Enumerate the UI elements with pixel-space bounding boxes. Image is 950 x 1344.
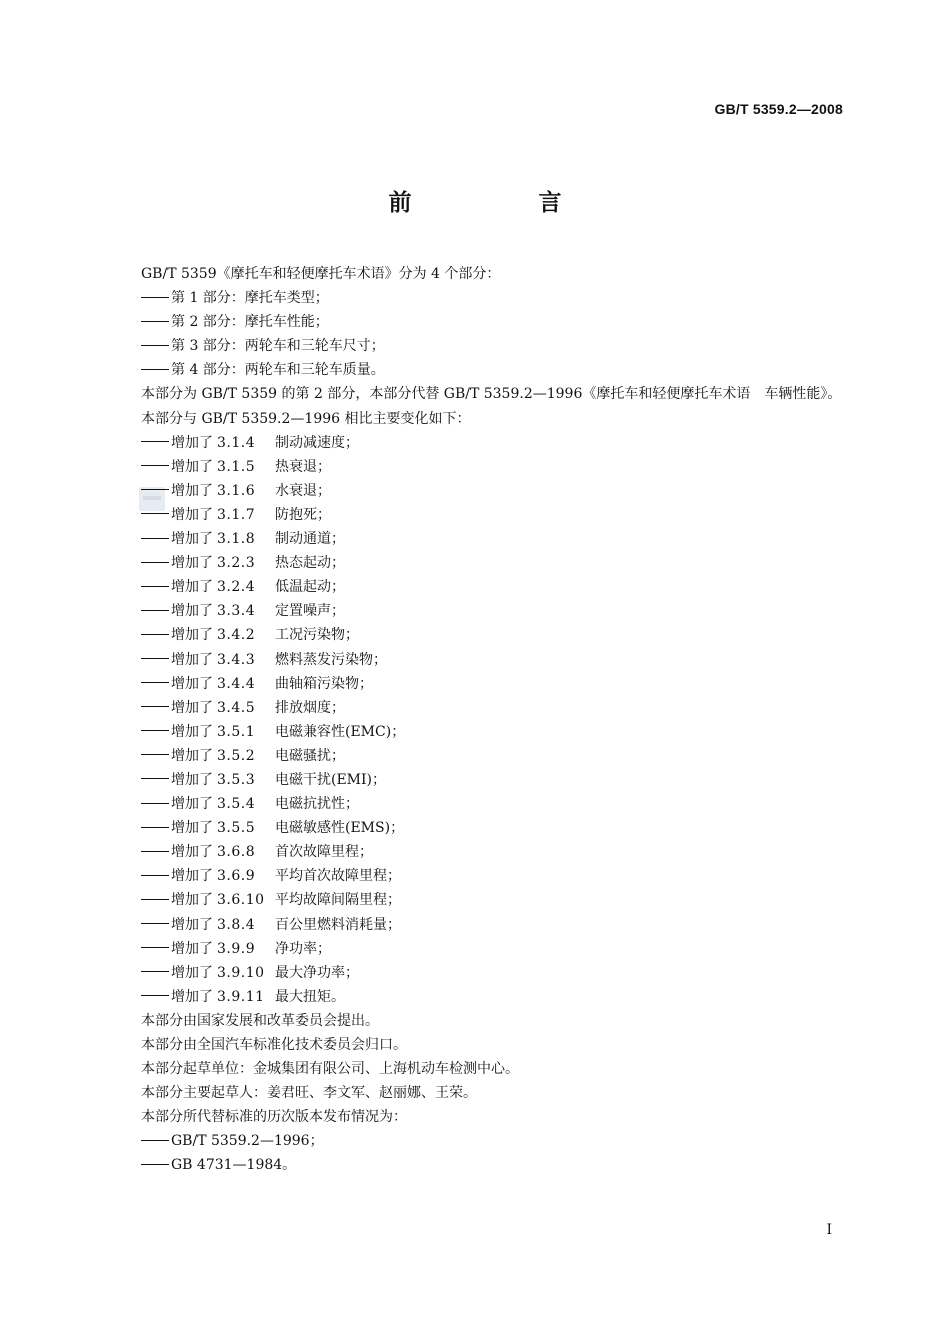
change-item <box>108 479 844 503</box>
term-name: 制动通道； <box>275 531 345 548</box>
clause-number: 3.3.4 <box>217 603 256 620</box>
term-name: 首次故障里程； <box>275 844 373 861</box>
dash-mark <box>141 803 169 804</box>
dash-mark <box>141 441 169 442</box>
dash-mark <box>141 995 169 996</box>
change-prefix: 增加了 <box>171 651 213 668</box>
change-prefix: 增加了 <box>171 940 213 957</box>
term-name: 电磁骚扰； <box>275 747 345 764</box>
change-item <box>108 864 844 888</box>
change-prefix: 增加了 <box>171 603 213 620</box>
change-item <box>108 961 844 985</box>
dash-mark <box>141 899 169 900</box>
change-prefix: 增加了 <box>171 506 213 523</box>
change-item <box>108 985 844 1009</box>
change-prefix: 增加了 <box>171 531 213 548</box>
dash-mark <box>141 345 169 346</box>
term-name: 平均首次故障里程； <box>275 868 401 885</box>
term-name: 低温起动； <box>275 579 345 596</box>
change-prefix: 增加了 <box>171 627 213 644</box>
change-prefix: 增加了 <box>171 579 213 596</box>
standard-number: GB/T 5359.2—2008 <box>714 101 843 117</box>
list-item: 第 3 部分：两轮车和三轮车尺寸； <box>108 334 844 358</box>
dash-mark <box>141 682 169 683</box>
clause-number: 3.4.3 <box>217 651 256 668</box>
change-item <box>108 503 844 527</box>
page-title: 前 言 <box>388 190 614 216</box>
clause-number: 3.8.4 <box>217 916 256 933</box>
term-name: 最大扭矩。 <box>275 988 345 1005</box>
drafters: 本部分主要起草人：姜君旺、李文军、赵丽娜、王荣。 <box>141 1085 477 1102</box>
dash-mark <box>141 562 169 563</box>
changes-list <box>108 431 844 1009</box>
change-item <box>108 575 844 599</box>
term-name: 热态起动； <box>275 555 345 572</box>
term-name: 平均故障间隔里程； <box>275 892 401 909</box>
clause-number: 3.5.5 <box>217 820 256 837</box>
list-item: GB 4731—1984。 <box>108 1153 844 1177</box>
dash-mark <box>141 730 169 731</box>
intro-paragraph: GB/T 5359《摩托车和轻便摩托车术语》分为 4 个部分： <box>141 266 501 282</box>
list-item: GB/T 5359.2—1996； <box>108 1129 844 1153</box>
clause-number: 3.6.9 <box>217 868 256 885</box>
change-item <box>108 768 844 792</box>
dash-mark <box>141 778 169 779</box>
change-prefix: 增加了 <box>171 434 213 451</box>
clause-number: 3.5.4 <box>217 796 256 813</box>
dash-mark <box>141 634 169 635</box>
history-list <box>108 1129 844 1177</box>
replace-statement: 本部分为 GB/T 5359 的第 2 部分，本部分代替 GB/T 5359.2—1996《摩托车和轻便摩托车术语 车辆性能》。 <box>141 386 842 403</box>
dash-mark <box>141 923 169 924</box>
change-prefix: 增加了 <box>171 796 213 813</box>
term-name: 曲轴箱污染物； <box>275 675 373 692</box>
change-item <box>108 913 844 937</box>
clause-number: 3.4.5 <box>217 699 256 716</box>
change-prefix: 增加了 <box>171 723 213 740</box>
clause-number: 3.6.10 <box>217 892 265 909</box>
change-item <box>108 623 844 647</box>
history-intro: 本部分所代替标准的历次版本发布情况为： <box>141 1109 407 1126</box>
clause-number: 3.9.9 <box>217 940 256 957</box>
clause-number: 3.1.5 <box>217 458 256 475</box>
term-name: 电磁干扰(EMI)； <box>275 771 387 788</box>
change-item <box>108 672 844 696</box>
list-item: 第 2 部分：摩托车性能； <box>108 310 844 334</box>
change-prefix: 增加了 <box>171 820 213 837</box>
changes-intro: 本部分与 GB/T 5359.2—1996 相比主要变化如下： <box>141 410 471 427</box>
term-name: 定置噪声； <box>275 603 345 620</box>
change-item <box>108 888 844 912</box>
jurisdiction-statement: 本部分由全国汽车标准化技术委员会归口。 <box>141 1037 407 1053</box>
term-name: 百公里燃料消耗量； <box>275 916 401 933</box>
clause-number: 3.1.6 <box>217 482 256 499</box>
term-name: 电磁兼容性(EMC)； <box>275 723 406 740</box>
clause-number: 3.1.7 <box>217 506 256 523</box>
dash-mark <box>141 947 169 948</box>
change-item <box>108 840 844 864</box>
term-name: 工况污染物； <box>275 627 359 644</box>
change-prefix: 增加了 <box>171 868 213 885</box>
dash-mark <box>141 851 169 852</box>
term-name: 防抱死； <box>275 506 331 523</box>
term-name: 电磁敏感性(EMS)； <box>275 820 405 837</box>
clause-number: 3.6.8 <box>217 844 256 861</box>
term-name: 电磁抗扰性； <box>275 796 359 813</box>
change-prefix: 增加了 <box>171 458 213 475</box>
dash-mark <box>141 754 169 755</box>
change-item <box>108 937 844 961</box>
change-prefix: 增加了 <box>171 916 213 933</box>
dash-mark <box>141 297 169 298</box>
clause-number: 3.2.3 <box>217 555 256 572</box>
list-item: 第 4 部分：两轮车和三轮车质量。 <box>108 358 844 382</box>
term-name: 燃料蒸发污染物； <box>275 651 387 668</box>
dash-mark <box>141 538 169 539</box>
dash-mark <box>141 658 169 659</box>
parts-list <box>108 286 844 382</box>
clause-number: 3.5.2 <box>217 747 256 764</box>
change-prefix: 增加了 <box>171 964 213 981</box>
change-prefix: 增加了 <box>171 747 213 764</box>
term-name: 水衰退； <box>275 482 331 499</box>
foreword-body <box>108 262 844 1178</box>
change-item <box>108 696 844 720</box>
clause-number: 3.1.8 <box>217 531 256 548</box>
term-name: 热衰退； <box>275 458 331 475</box>
dash-mark <box>141 489 169 490</box>
clause-number: 3.1.4 <box>217 434 256 451</box>
change-item <box>108 792 844 816</box>
term-name: 制动减速度； <box>275 434 359 451</box>
dash-mark <box>141 875 169 876</box>
page-number: I <box>826 1222 832 1238</box>
change-item <box>108 455 844 479</box>
term-name: 排放烟度； <box>275 699 345 716</box>
change-prefix: 增加了 <box>171 482 213 499</box>
change-prefix: 增加了 <box>171 699 213 716</box>
dash-mark <box>141 369 169 370</box>
proposed-by: 本部分由国家发展和改革委员会提出。 <box>141 1012 379 1029</box>
change-item <box>108 527 844 551</box>
dash-mark <box>141 586 169 587</box>
change-item <box>108 551 844 575</box>
dash-mark <box>141 465 169 466</box>
term-name: 最大净功率； <box>275 964 359 981</box>
term-name: 净功率； <box>275 940 331 957</box>
change-item <box>108 648 844 672</box>
dash-mark <box>141 1140 169 1141</box>
list-item: 第 1 部分：摩托车类型； <box>108 286 844 310</box>
change-prefix: 增加了 <box>171 892 213 909</box>
change-prefix: 增加了 <box>171 771 213 788</box>
clause-number: 3.9.11 <box>217 988 265 1005</box>
change-prefix: 增加了 <box>171 988 213 1005</box>
drafting-units: 本部分起草单位：金城集团有限公司、上海机动车检测中心。 <box>141 1061 519 1078</box>
change-prefix: 增加了 <box>171 675 213 692</box>
clause-number: 3.2.4 <box>217 579 256 596</box>
dash-mark <box>141 321 169 322</box>
change-item <box>108 720 844 744</box>
change-prefix: 增加了 <box>171 844 213 861</box>
change-item <box>108 431 844 455</box>
change-prefix: 增加了 <box>171 555 213 572</box>
dash-mark <box>141 706 169 707</box>
clause-number: 3.9.10 <box>217 964 265 981</box>
clause-number: 3.4.2 <box>217 627 256 644</box>
dash-mark <box>141 827 169 828</box>
dash-mark <box>141 1164 169 1165</box>
dash-mark <box>141 610 169 611</box>
clause-number: 3.5.3 <box>217 771 256 788</box>
change-item <box>108 599 844 623</box>
change-item <box>108 744 844 768</box>
clause-number: 3.5.1 <box>217 723 256 740</box>
change-item <box>108 816 844 840</box>
clause-number: 3.4.4 <box>217 675 256 692</box>
dash-mark <box>141 971 169 972</box>
dash-mark <box>141 513 169 514</box>
